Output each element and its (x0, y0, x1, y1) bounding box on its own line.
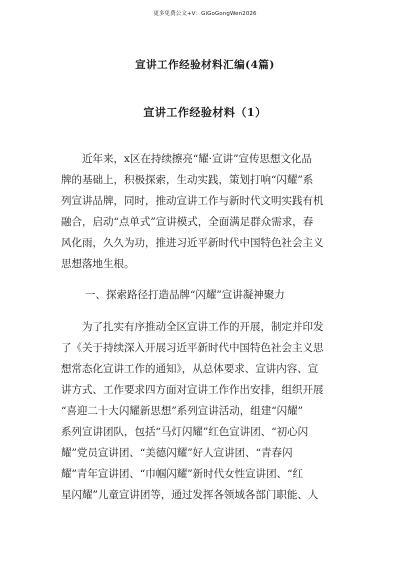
document-title: 宣讲工作经验材料汇编(4篇) (135, 59, 275, 71)
section-title: 宣讲工作经验材料（1） (143, 106, 267, 119)
paragraph-line: 讲方式、工作要求四方面对宣讲工作作出安排，组织开展 (61, 384, 324, 396)
paragraph-line: 列宣讲品牌，同时，推动宣讲工作与新时代文明实践有机 (61, 195, 324, 207)
paragraph-line: 牌的基础上，积极探索，生动实践，策划打响“闪耀”系 (61, 174, 314, 186)
paragraph-line: 为了扎实有序推动全区宣讲工作的开展，制定并印发 (61, 321, 324, 333)
paragraph-line: 融合，启动“点单式”宣讲模式，全面满足群众需求，春 (61, 216, 314, 228)
paragraph-line: 系列宣讲团队，包括“马灯闪耀”红色宣讲团、“初心闪 (61, 426, 309, 438)
paragraph-line: 近年来，x区在持续擦亮“耀·宣讲”宣传思想文化品 (61, 153, 312, 165)
paragraph-line: 星闪耀”儿童宣讲团等，通过发挥各领域各部门职能、人 (61, 489, 319, 501)
paragraph-line: 了《关于持续深入开展习近平新时代中国特色社会主义思 (61, 342, 324, 354)
header-note: 更多免费公文+V：GiGoGongWen2026 (153, 11, 257, 17)
paragraph-line: 思想落地生根。 (61, 258, 135, 270)
paragraph-line: 耀”青年宣讲团、“巾帼闪耀”新时代女性宣讲团、“红 (61, 468, 303, 480)
subheading-one: 一、探索路径打造品牌“闪耀”宣讲凝神聚力 (85, 289, 285, 301)
paragraph-intro (61, 149, 353, 275)
paragraph-line: “喜迎二十大闪耀新思想”系列宣讲活动，组建“闪耀” (61, 405, 303, 417)
paragraph-body (61, 317, 353, 506)
paragraph-line: 想常态化宣讲工作的通知》，从总体要求、宣讲内容、宣 (61, 363, 319, 375)
paragraph-line: 耀”党员宣讲团、“美德闪耀”好人宣讲团、“青春闪 (61, 447, 293, 459)
paragraph-line: 风化雨，久久为功，推进习近平新时代中国特色社会主义 (61, 237, 324, 249)
